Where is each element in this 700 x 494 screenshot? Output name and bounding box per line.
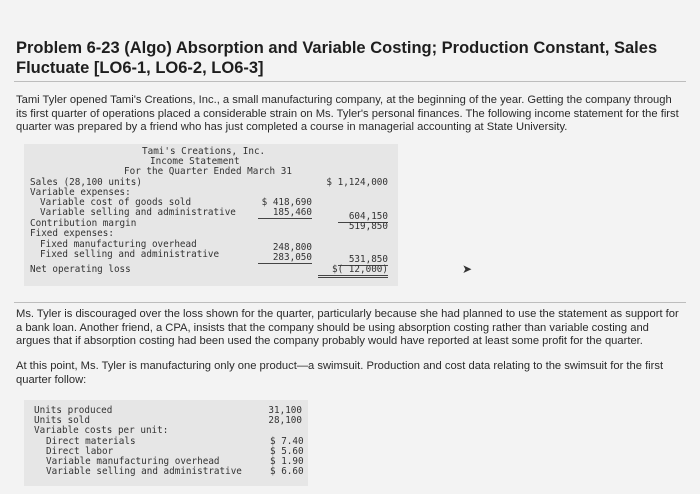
row-contribution-margin-total: 519,850	[348, 221, 388, 232]
problem-title: Problem 6-23 (Algo) Absorption and Variable Costing; Production Constant, Sales Fluctuate [LO6-1, LO6-2, LO6-3]	[16, 39, 658, 77]
row-sales-label: Sales (28,100 units)	[30, 177, 142, 188]
cost-row-units-produced-value: 31,100	[268, 405, 302, 416]
row-vsa-total: 604,150	[338, 211, 388, 223]
row-net-operating-loss-label: Net operating loss	[30, 264, 131, 275]
mouse-cursor-icon: ➤	[462, 262, 473, 276]
followup-paragraph: At this point, Ms. Tyler is manufacturing only one product—a swimsuit. Production and cost data relating to the swimsuit for the first quarter follow:	[16, 360, 664, 386]
cost-row-direct-materials-label: Direct materials	[46, 436, 136, 447]
row-vsa-label: Variable selling and administrative	[40, 207, 236, 218]
row-vsa-amount: 185,460	[258, 207, 312, 219]
cost-row-vmo-label: Variable manufacturing overhead	[46, 456, 220, 467]
cost-data-table	[24, 400, 308, 486]
discussion-paragraph: Ms. Tyler is discouraged over the loss shown for the quarter, particularly because she had planned to use the statement as support for a bank loan. Another friend, a CPA, insists that the company should be using absorption costing rather than variable costing and argues that if absorption costing had been used the company probably would have reported at least some profit for the quarter.	[16, 308, 679, 347]
statement-name: Income Statement	[150, 156, 240, 167]
income-statement-table	[24, 144, 398, 286]
row-vcogs-label: Variable cost of goods sold	[40, 197, 192, 208]
cost-row-vsa-value: $ 6.60	[270, 466, 304, 477]
cost-row-variable-costs-label: Variable costs per unit:	[34, 425, 169, 436]
row-net-operating-loss-total: $( 12,000)	[318, 264, 388, 278]
cost-row-direct-materials-value: $ 7.40	[270, 436, 304, 447]
row-fmo-amount: 248,800	[272, 242, 312, 253]
row-vcogs-amount: $ 418,690	[261, 197, 312, 208]
row-fsa-amount: 283,050	[258, 252, 312, 264]
row-sales-total: $ 1,124,000	[326, 177, 388, 188]
cost-row-units-produced-label: Units produced	[34, 405, 113, 416]
row-fsa-total: 531,850	[338, 254, 388, 266]
intro-paragraph: Tami Tyler opened Tami's Creations, Inc., a small manufacturing company, at the beginning of the year. Getting the company through its first quarter of operations placed a considerable strain on Ms. Tyler's personal finances. The following income statement for the first quarter was prepared by a friend who has just completed a course in managerial accounting at State University.	[16, 94, 679, 133]
section-divider	[14, 302, 686, 303]
row-fsa-label: Fixed selling and administrative	[40, 249, 220, 260]
title-divider	[14, 81, 686, 82]
cost-row-vsa-label: Variable selling and administrative	[46, 466, 242, 477]
row-fmo-label: Fixed manufacturing overhead	[40, 239, 197, 250]
statement-company: Tami's Creations, Inc.	[142, 146, 266, 157]
row-variable-expenses-label: Variable expenses:	[30, 187, 131, 198]
cost-row-direct-labor-value: $ 5.60	[270, 446, 304, 457]
cost-row-units-sold-value: 28,100	[268, 415, 302, 426]
row-fixed-expenses-label: Fixed expenses:	[30, 228, 114, 239]
cost-row-direct-labor-label: Direct labor	[46, 446, 114, 457]
cost-row-vmo-value: $ 1.90	[270, 456, 304, 467]
statement-period: For the Quarter Ended March 31	[124, 166, 292, 177]
cost-row-units-sold-label: Units sold	[34, 415, 90, 426]
row-contribution-margin-label: Contribution margin	[30, 218, 137, 229]
